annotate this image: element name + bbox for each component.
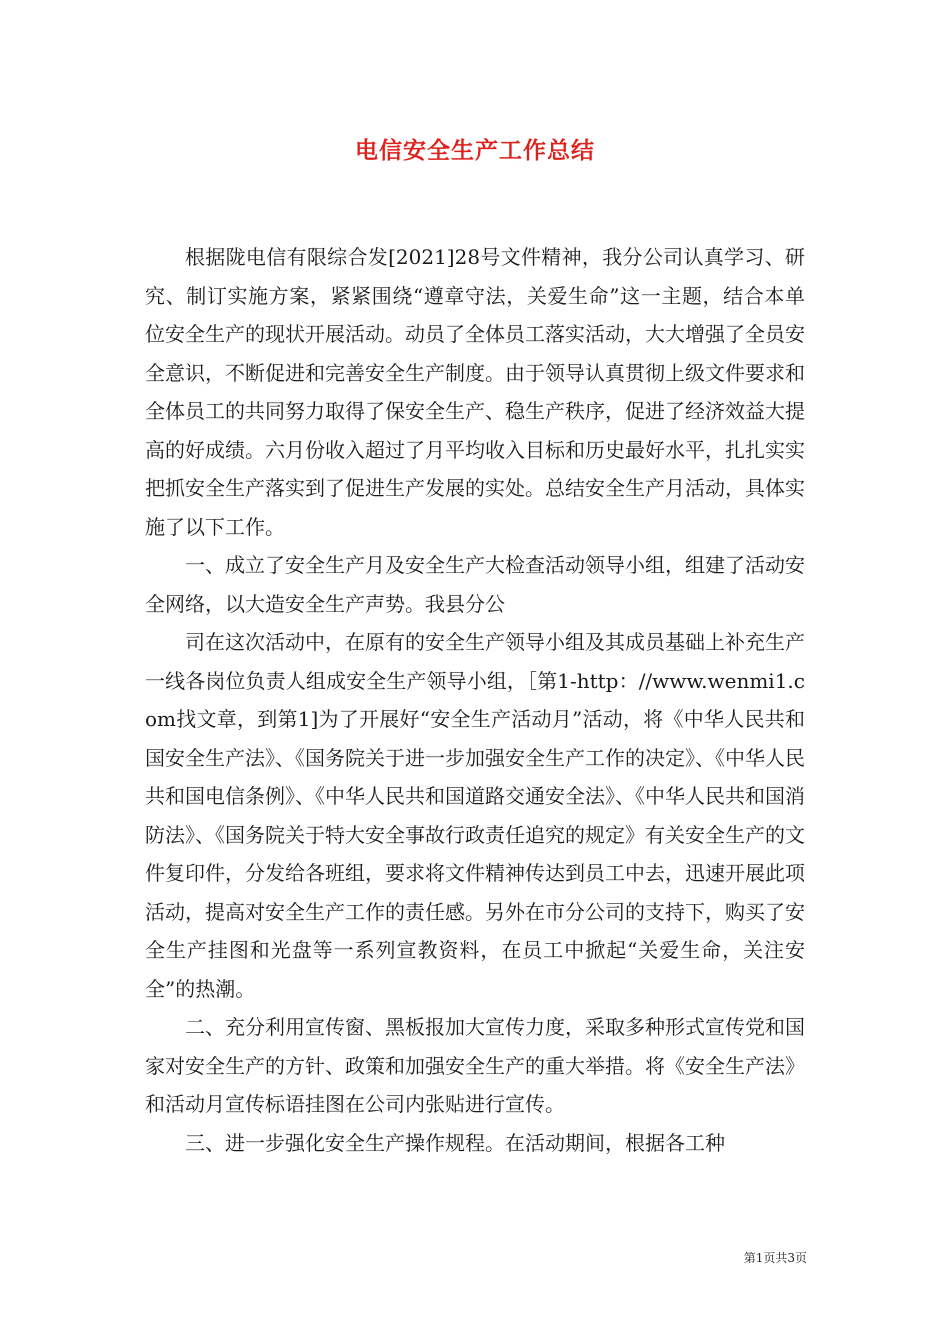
paragraph-section-two: 二、充分利用宣传窗、黑板报加大宣传力度，采取多种形式宣传党和国家对安全生产的方针、政策和加强安全生产的重大举措。将《安全生产法》和活动月宣传标语挂图在公司内张贴进行宣传。 (145, 1015, 805, 1116)
document-title: 电信安全生产工作总结 (355, 138, 595, 164)
paragraph-intro: 根据陇电信有限综合发[2021]28号文件精神，我分公司认真学习、研究、制订实施方案，紧紧围绕“遵章守法，关爱生命”这一主题，结合本单位安全生产的现状开展活动。动员了全体员工落实活动，大大增强了全员安全意识，不断促进和完善安全生产制度。由于领导认真贯彻上级文件要求和全体员工的共同努力取得了保安全生产、稳生产秩序，促进了经济效益大提高的好成绩。六月份收入超过了月平均收入目标和历史最好水平，扎扎实实把抓安全生产落实到了促进生产发展的实处。总结安全生产月活动，具体实施了以下工作。 (145, 245, 805, 539)
paragraph-section-three: 三、进一步强化安全生产操作规程。在活动期间，根据各工种 (185, 1130, 725, 1155)
paragraph-section-one: 一、成立了安全生产月及安全生产大检查活动领导小组，组建了活动安全网络，以大造安全生产声势。我县分公 (145, 553, 805, 616)
page-number-footer: 第1页共3页 (743, 1251, 807, 1265)
paragraph-section-one-continued: 司在这次活动中，在原有的安全生产领导小组及其成员基础上补充生产一线各岗位负责人组成安全生产领导小组，［第1-http：//www.wenmi1.com找文章，到第1]为了开展好“安全生产活动月”活动，将《中华人民共和国安全生产法》、《国务院关于进一步加强安全生产工作的决定》、《中华人民共和国电信条例》、《中华人民共和国道路交通安全法》、《中华人民共和国消防法》、《国务院关于特大安全事故行政责任追究的规定》有关安全生产的文件复印件，分发给各班组，要求将文件精神传达到员工中去，迅速开展此项活动，提高对安全生产工作的责任感。另外在市分公司的支持下，购买了安全生产挂图和光盘等一系列宣教资料，在员工中掀起“关爱生命，关注安全”的热潮。 (145, 630, 805, 1001)
document-body (145, 238, 805, 1162)
